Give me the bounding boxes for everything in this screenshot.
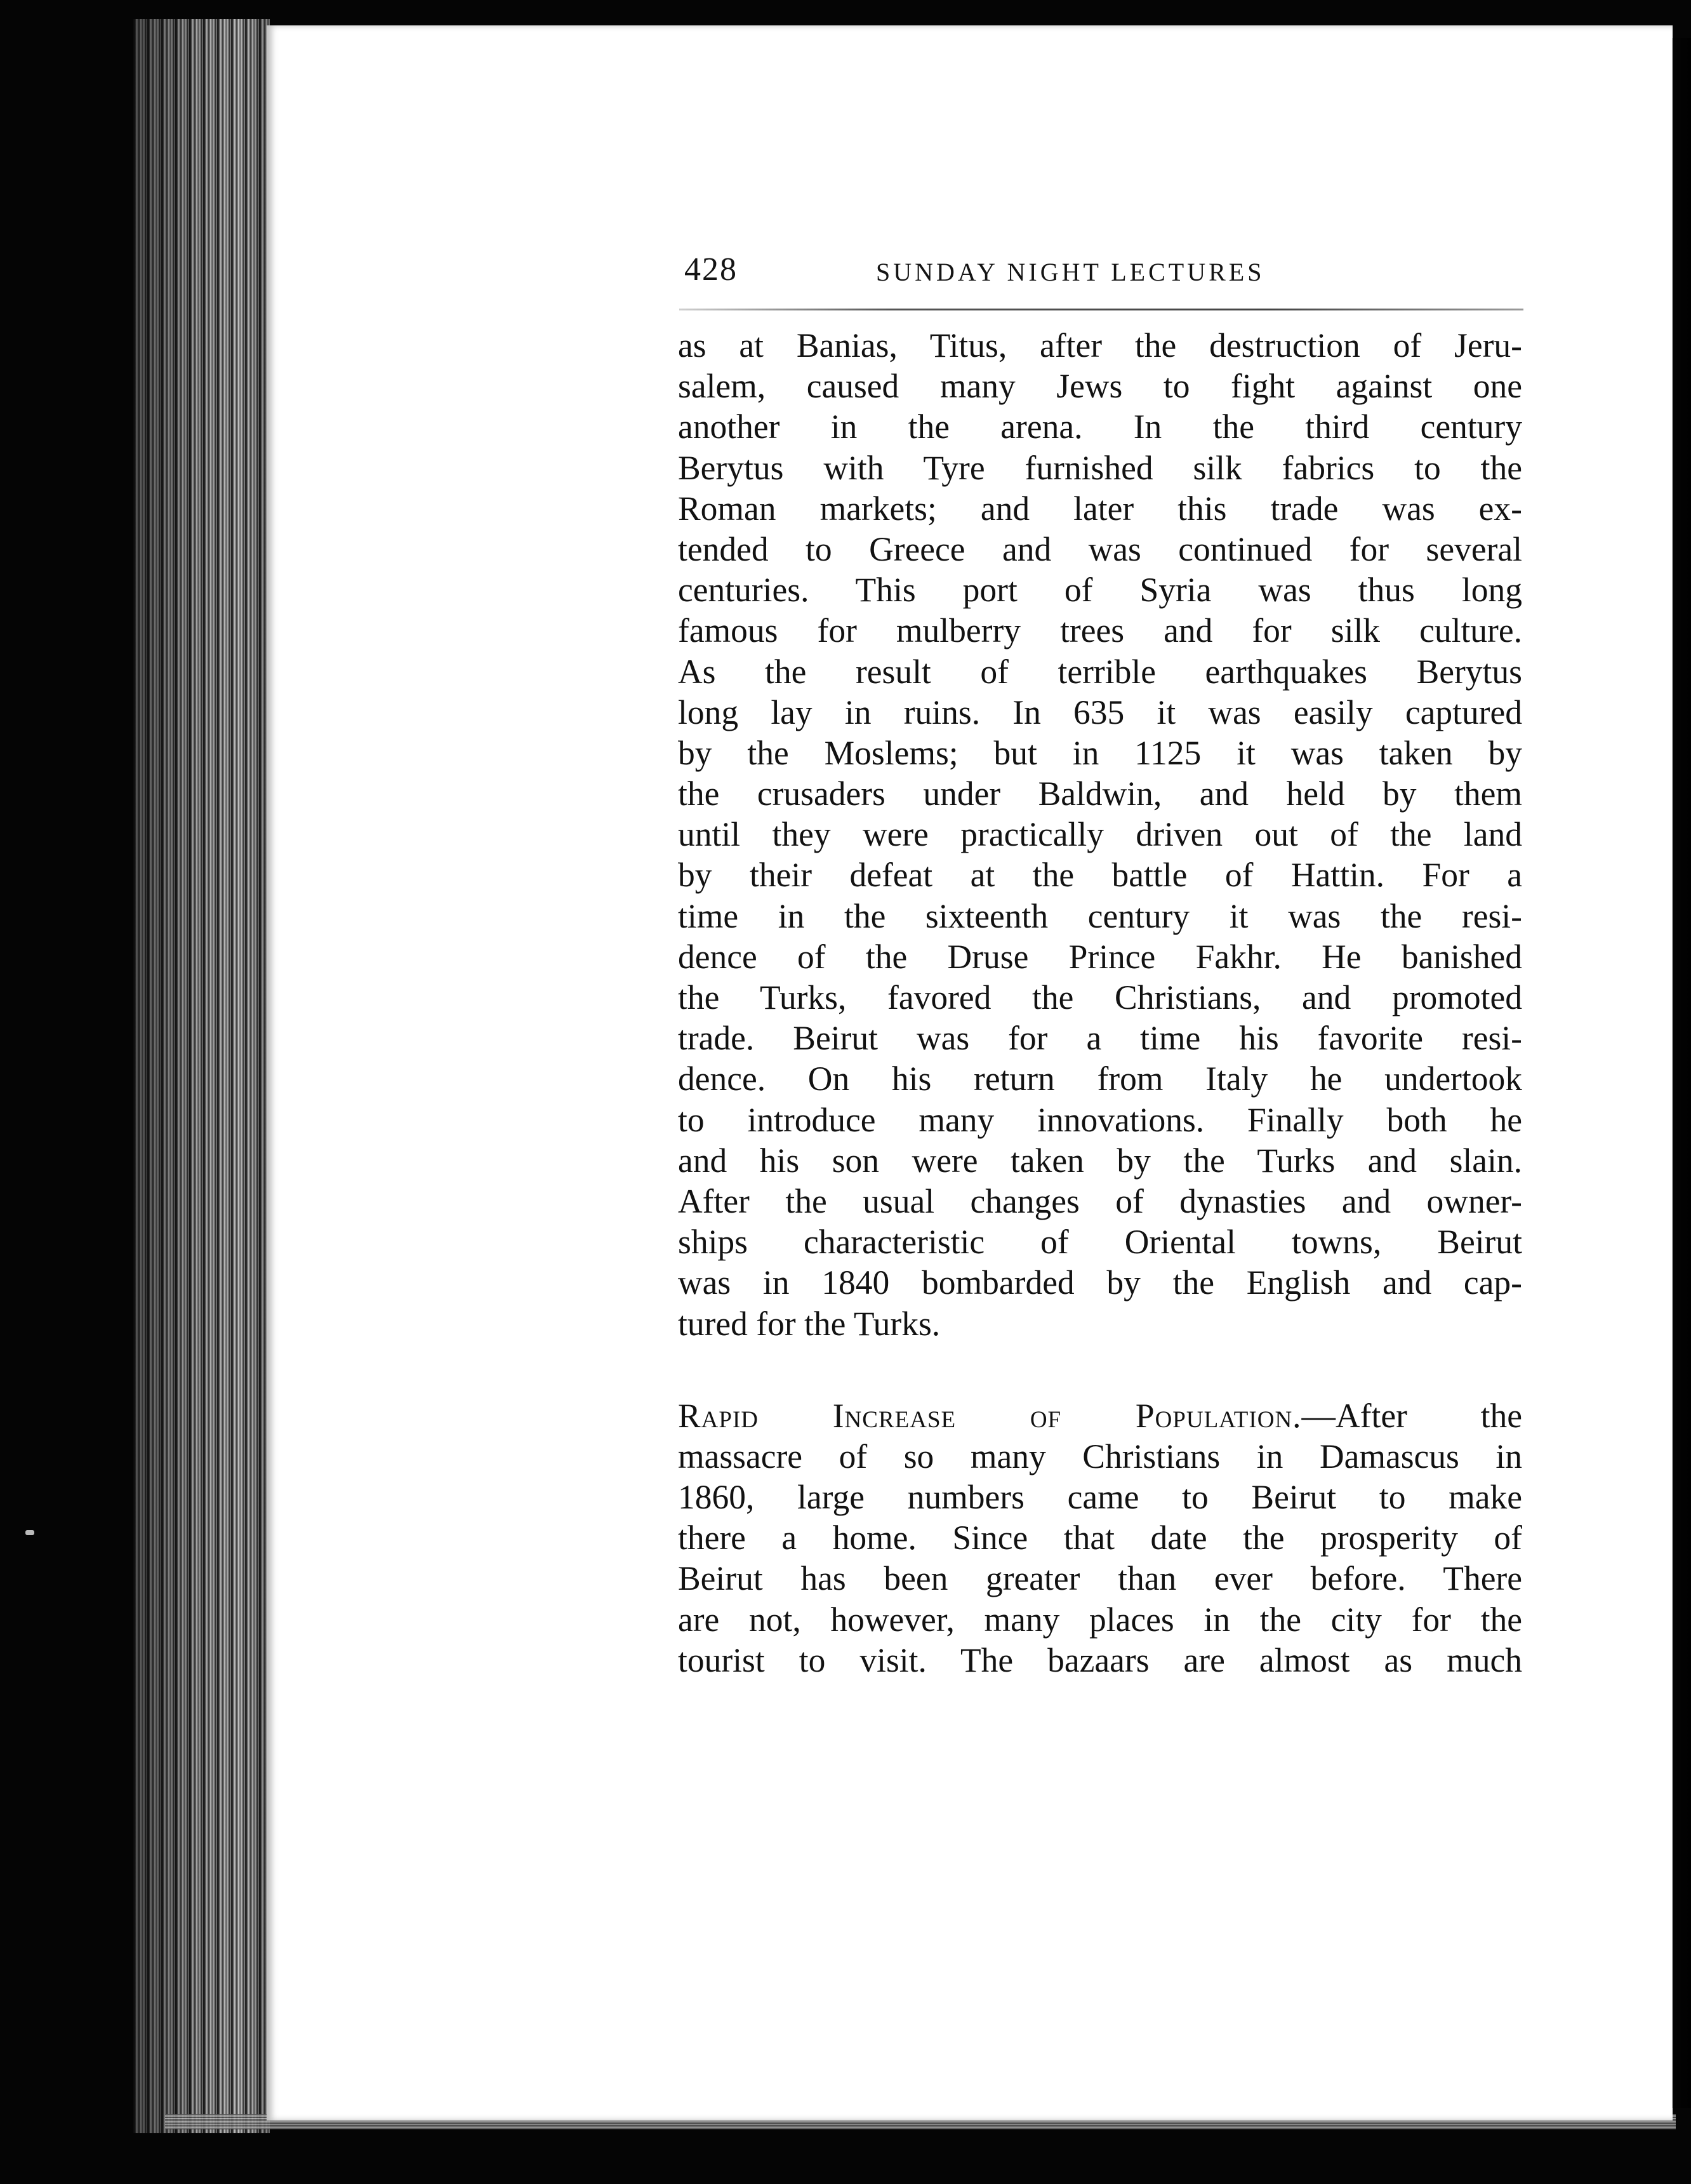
paragraph-2-first-line <box>678 1395 1522 1436</box>
running-head <box>684 251 1523 302</box>
section-heading: Rapid Increase of Population. <box>678 1396 1302 1435</box>
paragraph-gap <box>678 1344 1522 1395</box>
header-rule <box>679 309 1523 310</box>
text-line: Roman markets; and later this trade was ex- <box>678 489 1522 528</box>
text-line: tended to Greece and was continued for several <box>678 529 1522 568</box>
text-line: another in the arena. In the third century <box>678 408 1522 446</box>
text-line: After the usual changes of dynasties and owner- <box>678 1182 1522 1220</box>
text-line: tured for the Turks. <box>678 1304 941 1343</box>
body-text <box>678 325 1522 1681</box>
text-line: tourist to visit. The bazaars are almost as much <box>678 1641 1522 1679</box>
text-line: As the result of terrible earthquakes Berytus <box>678 652 1522 691</box>
text-line: to introduce many innovations. Finally both he <box>678 1100 1522 1139</box>
paragraph-1 <box>678 325 1522 1344</box>
page-edges-shadow <box>133 19 270 2133</box>
text-line: ships characteristic of Oriental towns, Beirut <box>678 1223 1522 1262</box>
text-line: Berytus with Tyre furnished silk fabrics to the <box>678 448 1522 487</box>
text-line: massacre of so many Christians in Damascus in <box>678 1437 1522 1475</box>
running-title: SUNDAY NIGHT LECTURES <box>876 258 1265 286</box>
text-line: centuries. This port of Syria was thus long <box>678 571 1522 609</box>
text-line: salem, caused many Jews to fight against one <box>678 367 1522 406</box>
text-line: dence. On his return from Italy he undertook <box>678 1060 1522 1098</box>
text-line: the crusaders under Baldwin, and held by them <box>678 775 1522 813</box>
page-number: 428 <box>684 251 738 288</box>
paragraph-2 <box>678 1395 1522 1681</box>
text-line: famous for mulberry trees and for silk culture. <box>678 611 1522 650</box>
text-line: Beirut has been greater than ever before. There <box>678 1559 1522 1598</box>
text-line: are not, however, many places in the city for the <box>678 1600 1522 1639</box>
page-right-shadow <box>1672 38 1691 2108</box>
text-line: trade. Beirut was for a time his favorite resi- <box>678 1019 1522 1058</box>
text-line: long lay in ruins. In 635 it was easily captured <box>678 693 1522 731</box>
scan-speck <box>25 1530 34 1535</box>
text-line: 1860, large numbers came to Beirut to make <box>678 1478 1522 1517</box>
text-line: until they were practically driven out of the land <box>678 815 1522 854</box>
text-fragment: —After the <box>1301 1396 1522 1435</box>
text-line: by their defeat at the battle of Hattin. For a <box>678 856 1522 895</box>
text-line: the Turks, favored the Christians, and promoted <box>678 978 1522 1016</box>
text-line: as at Banias, Titus, after the destruction of Jeru- <box>678 326 1522 364</box>
text-line: dence of the Druse Prince Fakhr. He banished <box>678 937 1522 976</box>
text-line: time in the sixteenth century it was the resi- <box>678 896 1522 935</box>
text-line: by the Moslems; but in 1125 it was taken by <box>678 733 1522 772</box>
text-line: and his son were taken by the Turks and slain. <box>678 1141 1522 1180</box>
text-line: was in 1840 bombarded by the English and cap- <box>678 1263 1522 1302</box>
text-line: there a home. Since that date the prosperity of <box>678 1519 1522 1557</box>
